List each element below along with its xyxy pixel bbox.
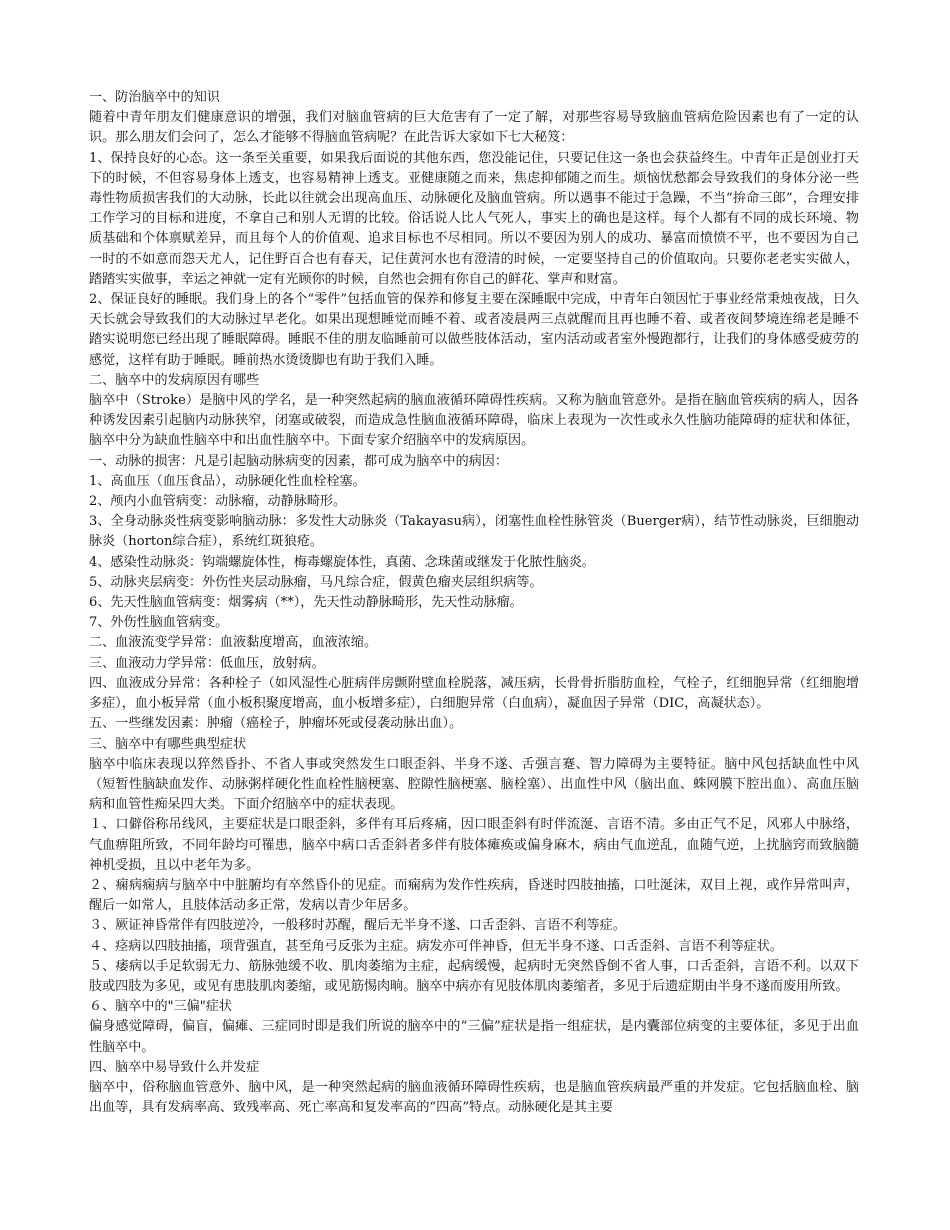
paragraph-secondary-factors: 五、一些继发因素：肿瘤（癌栓子，肿瘤坏死或侵袭动脉出血）。 xyxy=(89,716,463,732)
paragraph-artery-damage: 一、动脉的损害：凡是引起脑动脉病变的因素，都可成为脑卒中的病因： xyxy=(89,453,508,469)
section-heading-causes: 二、脑卒中的发病原因有哪些 xyxy=(89,372,260,388)
document-body xyxy=(89,88,859,1118)
list-item: ４、痉病以四肢抽搐，项背强直，甚至角弓反张为主症。病发亦可伴神昏，但无半身不遂、口舌歪斜、言语不利等症状。 xyxy=(89,938,783,954)
list-item: 7、外伤性脑血管病变。 xyxy=(89,615,229,631)
section-heading-symptoms: 三、脑卒中有哪些典型症状 xyxy=(89,736,247,752)
paragraph-tip-sleep: 2、保证良好的睡眠。我们身上的各个“零件”包括血管的保养和修复主要在深睡眠中完成，中青年白领因忙于事业经常秉烛夜战，日久天长就会导致我们的大动脉过早老化。如果出现想睡觉而睡不着、或者凌晨两三点就醒而且再也睡不着、或者夜间梦境连绵老是睡不踏实说明您已经出现了睡眠障碍。睡眠不佳的朋友临睡前可以做些肢体活动，室内活动或者室外慢跑都行，让我们的身体感受疲劳的感觉，这样有助于睡眠。睡前热水烫烫脚也有助于我们入睡。 xyxy=(89,292,859,368)
list-item: ６、脑卒中的"三偏"症状 xyxy=(89,999,232,1015)
section-heading-complications: 四、脑卒中易导致什么并发症 xyxy=(89,1059,260,1075)
list-item: １、口僻俗称吊线风，主要症状是口眼歪斜，多伴有耳后疼痛，因口眼歪斜有时伴流涎、言语不清。多由正气不足，风邪人中脉络，气血痹阻所致，不同年龄均可罹患，脑卒中病口舌歪斜者多伴有肢体瘫痪或偏身麻木，病由气血逆乱，血随气逆，上扰脑窍而致脑髓神机受损，且以中老年为多。 xyxy=(89,817,859,873)
list-item: ５、痿病以手足软弱无力、筋脉弛缓不收、肌肉萎缩为主症，起病缓慢，起病时无突然昏倒不省人事，口舌歪斜，言语不利。以双下肢或四肢为多见，或见有患肢肌肉萎缩，或见筋惕肉晌。脑卒中病亦有见肢体肌肉萎缩者，多见于后遗症期由半身不遂而废用所致。 xyxy=(89,958,859,994)
list-item: ３、厥证神昏常伴有四肢逆冷，一般移时苏醒，醒后无半身不遂、口舌歪斜、言语不利等症。 xyxy=(89,918,626,934)
list-item: 3、全身动脉炎性病变影响脑动脉：多发性大动脉炎（Takayasu病），闭塞性血栓性脉管炎（Buerger病），结节性动脉炎，巨细胞动脉炎（horton综合症），系统红斑狼疮。 xyxy=(89,514,859,550)
paragraph-tip-mindset: 1、保持良好的心态。这一条至关重要，如果我后面说的其他东西，您没能记住，只要记住这一条也会获益终生。中青年正是创业打天下的时候，不但容易身体上透支，也容易精神上透支。亚健康随之而来，焦虑抑郁随之而生。烦恼忧愁都会导致我们的身体分泌一些毒性物质损害我们的大动脉，长此以往就会出现高血压、动脉硬化及脑血管病。所以遇事不能过于急躁，不当“拚命三郎”，合理安排工作学习的目标和进度，不拿自己和别人无谓的比较。俗话说人比人气死人，事实上的确也是这样。每个人都有不同的成长环境、物质基础和个体禀赋差异，而且每个人的价值观、追求目标也不尽相同。所以不要因为别人的成功、暴富而愤愤不平，也不要因为自己一时的不如意而怨天尤人，记住野百合也有春天，记住黄河水也有澄清的时候，一定要坚持自己的价值取向。只要你老老实实做人，踏踏实实做事，幸运之神就一定有光顾你的时候，自然也会拥有你自己的鲜花、掌声和财富。 xyxy=(89,150,859,287)
paragraph-stroke-definition: 脑卒中（Stroke）是脑中风的学名，是一种突然起病的脑血液循环障碍性疾病。又称为脑血管意外。是指在脑血管疾病的病人，因各种诱发因素引起脑内动脉狭窄，闭塞或破裂，而造成急性脑血液循环障碍，临床上表现为一次性或永久性脑功能障碍的症状和体征，脑卒中分为缺血性脑卒中和出血性脑卒中。下面专家介绍脑卒中的发病原因。 xyxy=(89,393,859,449)
section-heading-prevention: 一、防治脑卒中的知识 xyxy=(89,90,220,105)
paragraph-symptoms-overview: 脑卒中临床表现以猝然昏扑、不省人事或突然发生口眼歪斜、半身不遂、舌强言蹇、智力障碍为主要特征。脑中风包括缺血性中风（短暂性脑缺血发作、动脉粥样硬化性血栓性脑梗塞、腔隙性脑梗塞、脑栓塞）、出血性中风（脑出血、蛛网膜下腔出血）、高血压脑病和血管性痴呆四大类。下面介绍脑卒中的症状表现。 xyxy=(89,756,859,813)
paragraph-blood-components: 四、血液成分异常：各种栓子（如风湿性心脏病伴房颤附壁血栓脱落，减压病，长骨骨折脂肪血栓，气栓子，红细胞异常（红细胞增多症），血小板异常（血小板积聚度增高，血小板增多症），白细胞异常（白血病），凝血因子异常（DIC，高凝状态）。 xyxy=(89,675,859,712)
paragraph-three-partial: 偏身感觉障碍，偏盲，偏瘫、三症同时即是我们所说的脑卒中的“三偏”症状是指一组症状，是内囊部位病变的主要体征，多见于出血性脑卒中。 xyxy=(89,1019,859,1055)
list-item: 4、感染性动脉炎：钩端螺旋体性，梅毒螺旋体性，真菌、念珠菌或继发于化脓性脑炎。 xyxy=(89,554,595,570)
list-item: 2、颅内小血管病变：动脉瘤，动静脉畸形。 xyxy=(89,494,347,510)
paragraph-complications: 脑卒中，俗称脑血管意外、脑中风，是一种突然起病的脑血液循环障碍性疾病，也是脑血管疾病最严重的并发症。它包括脑血栓、脑出血等，具有发病率高、致残率高、死亡率高和复发率高的“四高”特点。动脉硬化是其主要 xyxy=(89,1079,859,1116)
paragraph-hemodynamics: 三、血液动力学异常：低血压，放射病。 xyxy=(89,655,325,671)
list-item: 5、动脉夹层病变：外伤性夹层动脉瘤，马凡综合症，假黄色瘤夹层组织病等。 xyxy=(89,574,543,590)
list-item: 6、先天性脑血管病变：烟雾病（**），先天性动静脉畸形，先天性动脉瘤。 xyxy=(89,595,523,611)
list-item: 1、高血压（血压食品），动脉硬化性血栓栓塞。 xyxy=(89,473,366,489)
list-item: ２、痫病痫病与脑卒中中脏腑均有卒然昏仆的见症。而痫病为发作性疾病，昏迷时四肢抽搐，口吐涎沫，双目上视，或作异常叫声，醒后一如常人，且肢体活动多正常，发病以青少年居多。 xyxy=(89,877,859,914)
paragraph-intro: 随着中青年朋友们健康意识的增强，我们对脑血管病的巨大危害有了一定了解，对那些容易导致脑血管病危险因素也有了一定的认识。那么朋友们会问了，怎么才能够不得脑血管病呢？在此告诉大家如下七大秘笈： xyxy=(89,110,859,146)
paragraph-rheology: 二、血液流变学异常：血液黏度增高，血液浓缩。 xyxy=(89,635,378,651)
